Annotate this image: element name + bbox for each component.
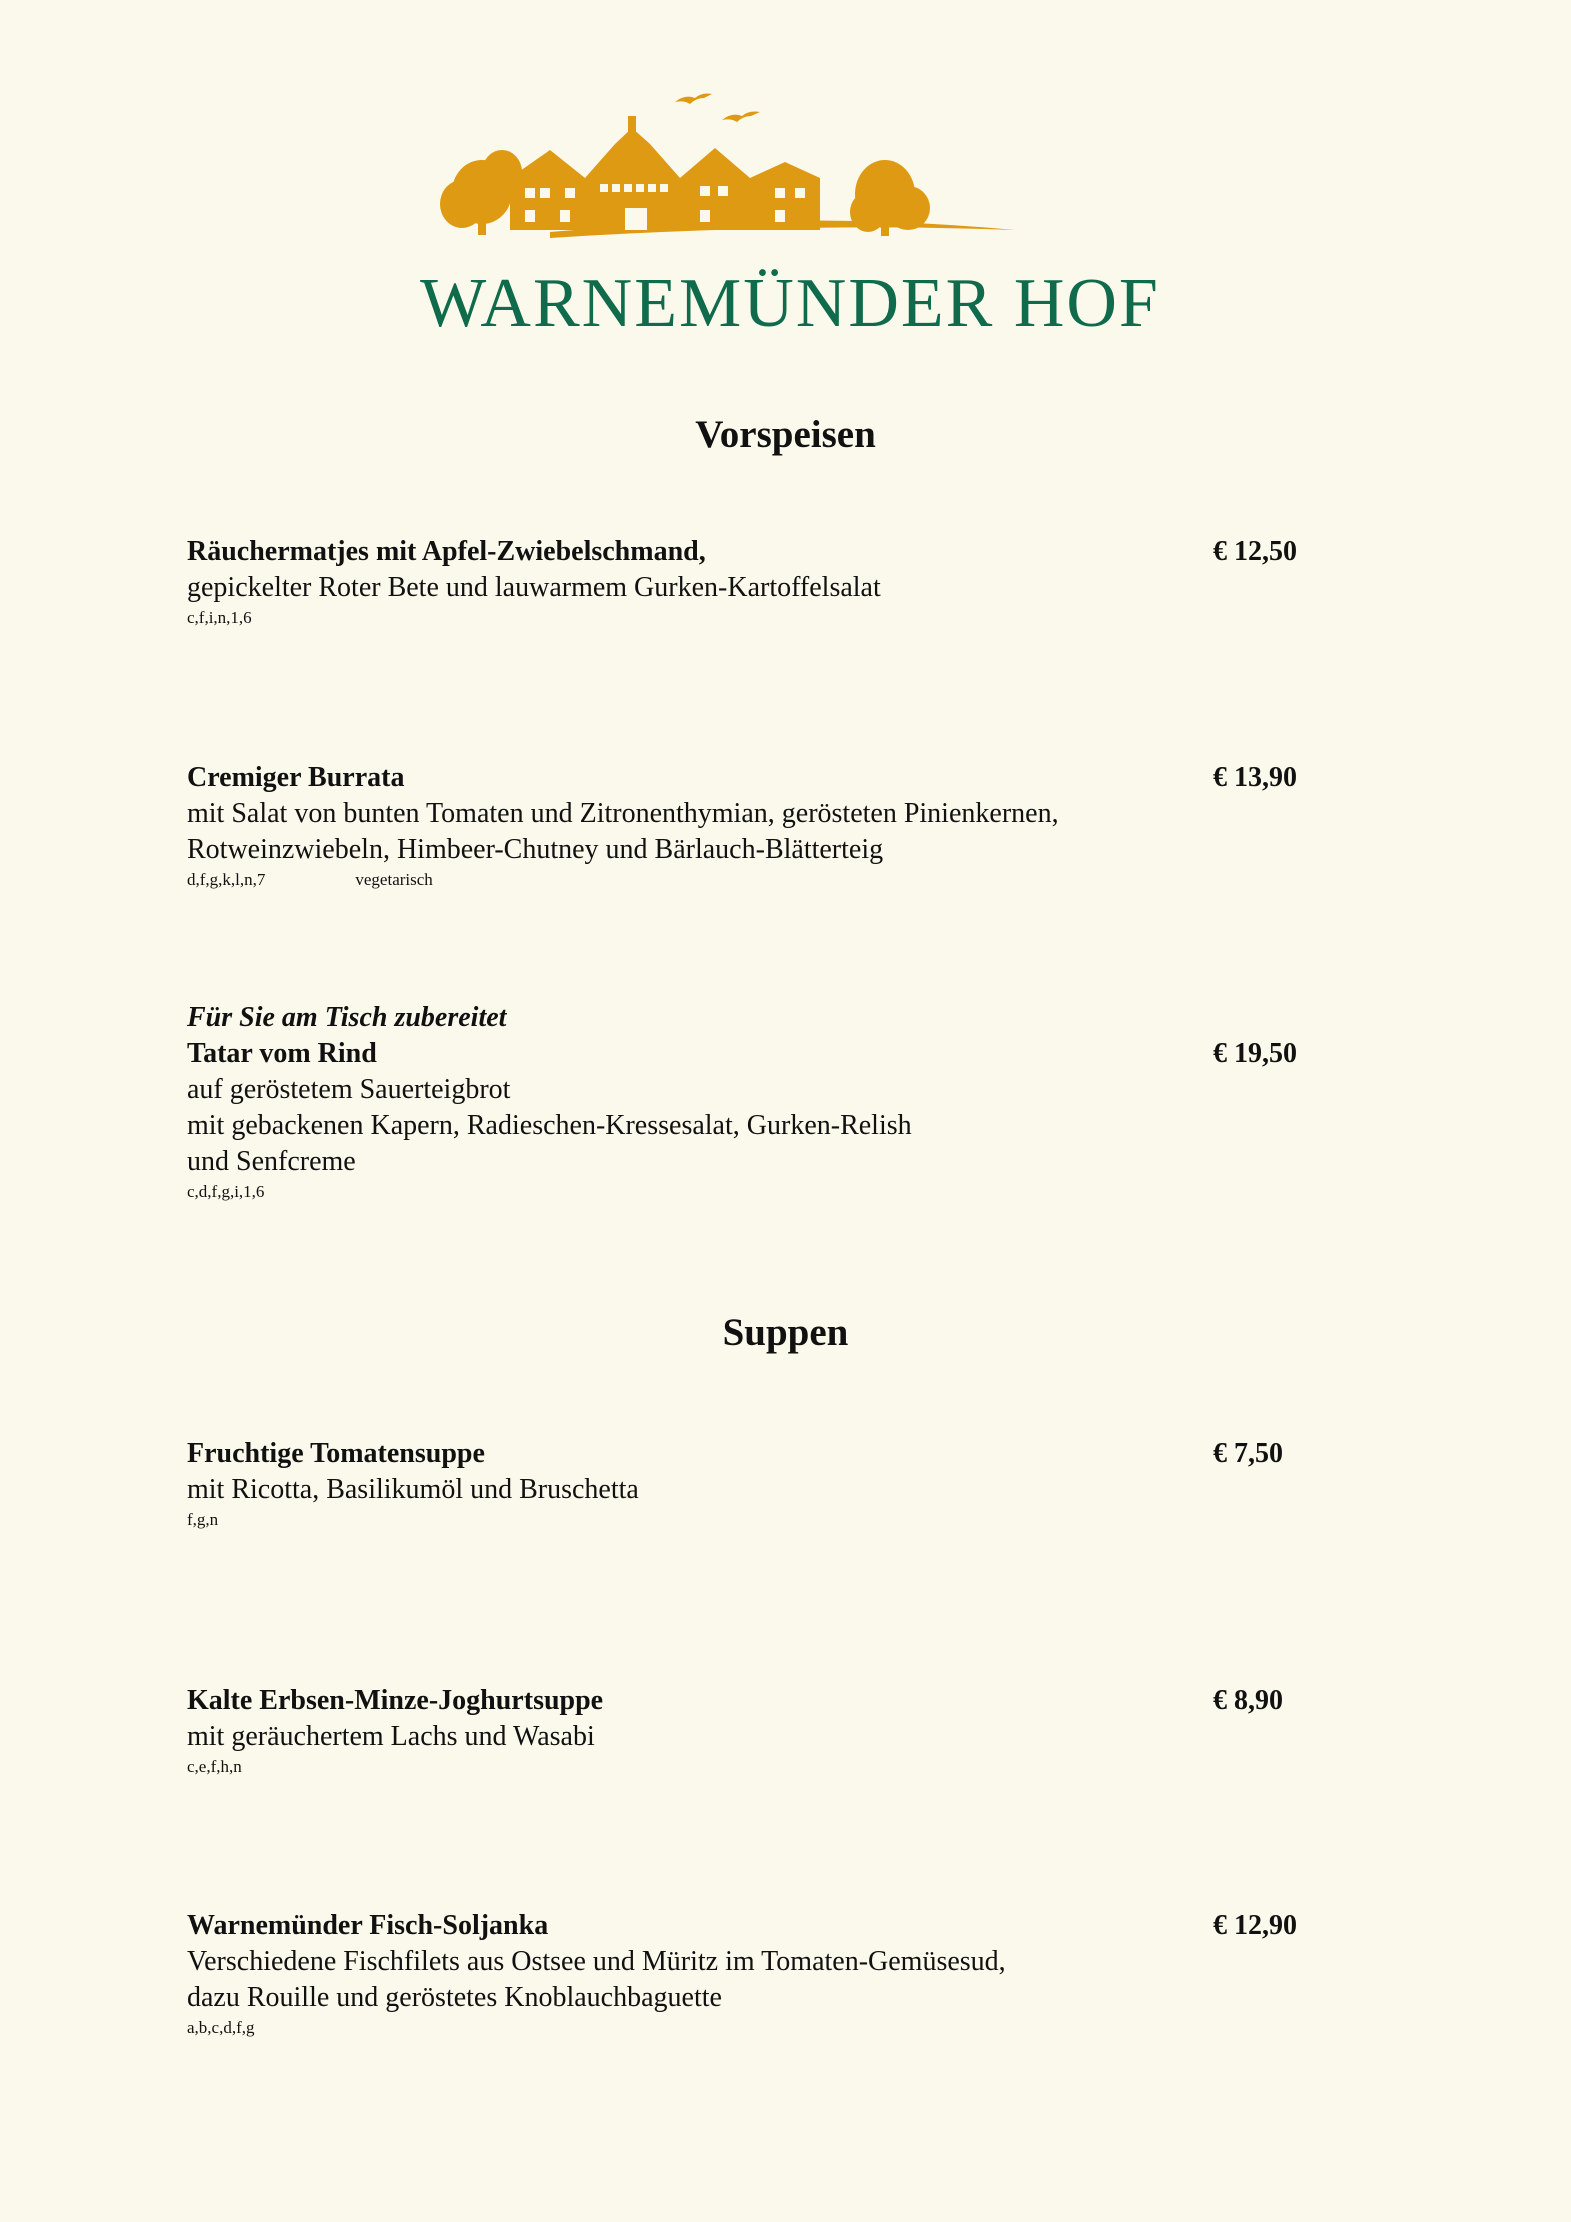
section-title-suppen: Suppen xyxy=(722,1311,849,1354)
dish-description: dazu Rouille und geröstetes Knoblauchbaguette xyxy=(187,1982,722,2013)
allergen-codes: c,d,f,g,i,1,6 xyxy=(187,1182,265,1201)
dish-description: Verschiedene Fischfilets aus Ostsee und Müritz im Tomaten-Gemüsesud, xyxy=(187,1946,1006,1977)
brand-name: WARNEMÜNDER HOF xyxy=(420,265,1160,342)
dish-description: Rotweinzwiebeln, Himbeer-Chutney und Bärlauch-Blätterteig xyxy=(187,834,884,865)
dish-price: € 7,50 xyxy=(1213,1438,1283,1469)
dish-name: Warnemünder Fisch-Soljanka xyxy=(187,1910,549,1941)
menu-item xyxy=(187,1908,1307,2040)
dish-name: Fruchtige Tomatensuppe xyxy=(187,1438,485,1469)
dish-description: mit geräuchertem Lachs und Wasabi xyxy=(187,1721,595,1752)
dish-description: mit Ricotta, Basilikumöl und Bruschetta xyxy=(187,1474,639,1505)
allergen-codes: c,f,i,n,1,6 xyxy=(187,608,252,627)
dish-price: € 8,90 xyxy=(1213,1685,1283,1716)
dish-description: und Senfcreme xyxy=(187,1146,356,1177)
dish-description: mit Salat von bunten Tomaten und Zitronenthymian, gerösteten Pinienkernen, xyxy=(187,798,1059,829)
dish-price: € 13,90 xyxy=(1213,762,1297,793)
dish-note: Für Sie am Tisch zubereitet xyxy=(187,1002,507,1033)
dish-name: Räuchermatjes mit Apfel-Zwiebelschmand, xyxy=(187,536,706,567)
dish-description: gepickelter Roter Bete und lauwarmem Gurken-Kartoffelsalat xyxy=(187,572,881,603)
dish-price: € 12,90 xyxy=(1213,1910,1297,1941)
allergen-codes: c,e,f,h,n xyxy=(187,1757,242,1776)
menu-item xyxy=(187,1436,1307,1532)
dish-name: Tatar vom Rind xyxy=(187,1038,377,1069)
vegetarian-label: vegetarisch xyxy=(355,870,433,889)
menu-item xyxy=(187,760,1307,892)
allergen-codes xyxy=(187,868,1307,892)
allergen-list: d,f,g,k,l,n,7 xyxy=(187,870,266,889)
dish-price: € 19,50 xyxy=(1213,1038,1297,1069)
section-title-vorspeisen: Vorspeisen xyxy=(695,413,876,456)
dish-description: mit gebackenen Kapern, Radieschen-Kressesalat, Gurken-Relish xyxy=(187,1110,912,1141)
menu-item xyxy=(187,1683,1307,1779)
logo xyxy=(400,80,1180,350)
house-with-trees-and-birds-icon xyxy=(400,80,1180,260)
allergen-codes: f,g,n xyxy=(187,1510,219,1529)
dish-description: auf geröstetem Sauerteigbrot xyxy=(187,1074,511,1105)
menu-item xyxy=(187,1000,1307,1204)
dish-name: Cremiger Burrata xyxy=(187,762,405,793)
allergen-codes: a,b,c,d,f,g xyxy=(187,2018,255,2037)
dish-name: Kalte Erbsen-Minze-Joghurtsuppe xyxy=(187,1685,604,1716)
dish-price: € 12,50 xyxy=(1213,536,1297,567)
menu-item xyxy=(187,534,1307,630)
